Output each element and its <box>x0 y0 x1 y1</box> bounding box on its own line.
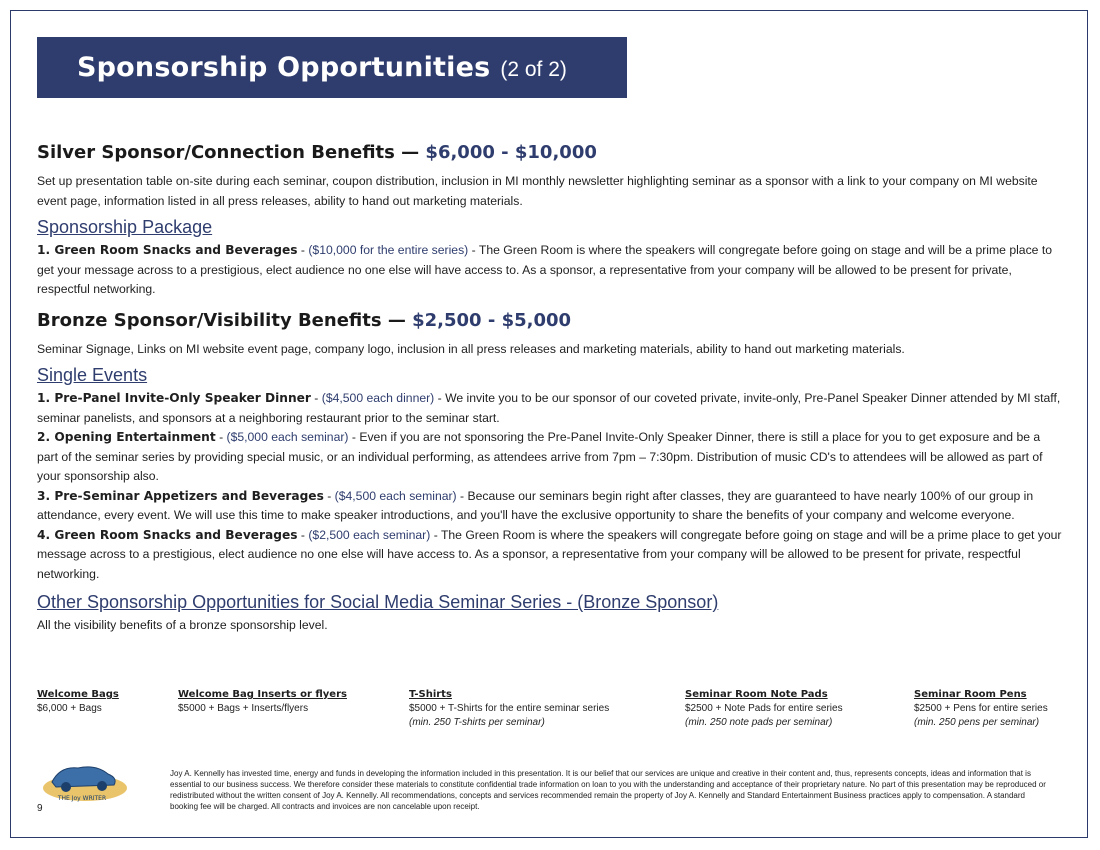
item-cost: ($2,500 each seminar) <box>308 527 431 542</box>
page-number: 9 <box>37 803 43 814</box>
bronze-item: 1. Pre-Panel Invite-Only Speaker Dinner - ($4,500 each dinner) - We invite you to be our sponsor of our coveted private, invite-only, Pre-Panel Speaker Dinner attended by MI staff, seminar panelists, and sponsors at a neighboring restaurant prior to the seminar start. <box>37 391 1061 425</box>
item-label: 1. Green Room Snacks and Beverages <box>37 243 298 257</box>
sponsorship-package-heading: Sponsorship Package <box>37 217 213 237</box>
option-note: (min. 250 note pads per seminar) <box>685 717 833 728</box>
silver-heading-text: Silver Sponsor/Connection Benefits — <box>37 142 420 163</box>
bronze-item: 4. Green Room Snacks and Beverages - ($2,500 each seminar) - The Green Room is where the speakers will congregate before going on stage and will be a prime place to get your message across to a prestigious, elect audience no one else will have access to. As a sponsor, a representative from your company will be allowed to be present for private, respectful networking. <box>37 527 1062 581</box>
other-description: All the visibility benefits of a bronze sponsorship level. <box>37 618 328 632</box>
option-title: T-Shirts <box>409 689 452 700</box>
silver-item: 1. Green Room Snacks and Beverages - ($10,000 for the entire series) - The Green Room is where the speakers will congregate before going on stage and will be a prime place to get your message across to a prestigious, elect audience no one else will have access to. As a sponsor, a representative from your company will be allowed to be present for private, respectful networking. <box>37 243 1053 296</box>
silver-description: Set up presentation table on-site during each seminar, coupon distribution, inclusion in MI monthly newsletter highlighting seminar as a sponsor with a link to your company on MI website event page, information listed in all press releases, ability to hand out marketing materials. <box>37 174 1038 208</box>
silver-heading <box>37 140 1062 166</box>
bronze-heading-text: Bronze Sponsor/Visibility Benefits — <box>37 309 406 331</box>
title-banner <box>37 37 627 98</box>
bronze-heading <box>37 308 1062 334</box>
option-title: Seminar Room Pens <box>914 689 1027 700</box>
silver-price: $6,000 - $10,000 <box>425 142 597 163</box>
option-price: $2500 + Note Pads for entire series <box>685 703 843 714</box>
item-label: 4. Green Room Snacks and Beverages <box>37 527 298 542</box>
option-welcome-bags <box>37 688 167 716</box>
option-title: Welcome Bags <box>37 689 119 700</box>
option-note: (min. 250 pens per seminar) <box>914 717 1040 728</box>
bronze-price: $2,500 - $5,000 <box>412 309 572 331</box>
option-note: (min. 250 T-shirts per seminar) <box>409 717 545 728</box>
option-pens <box>914 688 1074 730</box>
item-label: 1. Pre-Panel Invite-Only Speaker Dinner <box>37 391 311 405</box>
item-text: Even if you are not sponsoring the Pre-Panel Invite-Only Speaker Dinner, there is still a place for you to get exposure and be a part of the seminar series by providing special music, or an individual performing, as attendees arrive from 7pm – 7:30pm. Distribution of music CD's to attendees will be allowed as part of your sponsorship also. <box>37 430 1043 483</box>
option-title: Welcome Bag Inserts or flyers <box>178 689 347 700</box>
main-content <box>37 140 1062 636</box>
item-cost: ($10,000 for the entire series) <box>308 243 469 257</box>
item-label: 2. Opening Entertainment <box>37 430 216 444</box>
page-subtitle: (2 of 2) <box>500 57 567 81</box>
option-note-pads <box>685 688 905 730</box>
bronze-description: Seminar Signage, Links on MI website event page, company logo, inclusion in all press releases and marketing materials, ability to hand out marketing materials. <box>37 341 905 356</box>
option-price: $2500 + Pens for entire series <box>914 703 1048 714</box>
bronze-item: 2. Opening Entertainment - ($5,000 each seminar) - Even if you are not sponsoring the Pre-Panel Invite-Only Speaker Dinner, there is still a place for you to get exposure and be a part of the seminar series by providing special music, or an individual performing, as attendees arrive from 7pm – 7:30pm. Distribution of music CD's to attendees will be allowed as part of your sponsorship also. <box>37 430 1043 483</box>
svg-text:THE Joy WRITER: THE Joy WRITER <box>57 795 107 802</box>
car-logo-icon <box>38 758 128 806</box>
item-text: We invite you to be our sponsor of our coveted private, invite-only, Pre-Panel Speaker Dinner attended by MI staff, seminar panelists, and sponsors at a neighboring restaurant prior to the seminar start. <box>37 391 1061 425</box>
item-cost: ($4,500 each dinner) <box>321 391 435 405</box>
item-label: 3. Pre-Seminar Appetizers and Beverages <box>37 488 324 503</box>
item-text: The Green Room is where the speakers will congregate before going on stage and will be a prime place to get your message across to a prestigious, elect audience no one else will have access to. As a sponsor, a representative from your company will be allowed to be present for private, respectful networking. <box>37 243 1053 296</box>
option-price: $5000 + T-Shirts for the entire seminar series <box>409 703 610 714</box>
option-title: Seminar Room Note Pads <box>685 689 828 700</box>
other-options-grid <box>37 688 1077 738</box>
option-t-shirts <box>409 688 679 730</box>
item-cost: ($4,500 each seminar) <box>334 488 457 503</box>
disclaimer-text: Joy A. Kennelly has invested time, energy and funds in developing the information included in this presentation. It is our belief that our services are unique and creative in their content and, thus, represents concepts, ideas and information that is essential to our business success. We therefore consider these materials to constitute confidential trade information on loan to you with the understanding and acceptance of their proprietary nature. No part of this presentation may be reproduced or redistributed without the written consent of Joy A. Kennelly. All recommendations, concepts and services recommended remain the property of Joy A. Kennelly and Standard Entertainment Business practices apply to compensation. A standard booking fee will be charged. All contracts and invoices are non cancelable upon receipt. <box>170 769 1046 811</box>
item-cost: ($5,000 each seminar) <box>226 430 349 444</box>
page-title: Sponsorship Opportunities <box>77 52 491 83</box>
option-price: $6,000 + Bags <box>37 703 102 714</box>
bronze-item: 3. Pre-Seminar Appetizers and Beverages - ($4,500 each seminar) - Because our seminars begin right after classes, they are guaranteed to have nearly 100% of our group in attendance, every event. We will use this time to make speaker introductions, and you'll have the exclusive opportunity to share the benefits of your company and welcome everyone. <box>37 488 1034 522</box>
single-events-heading: Single Events <box>37 365 148 385</box>
joy-writer-logo <box>38 758 128 806</box>
other-opportunities-heading: Other Sponsorship Opportunities for Social Media Seminar Series - (Bronze Sponsor) <box>37 592 719 612</box>
option-price: $5000 + Bags + Inserts/flyers <box>178 703 309 714</box>
item-text: Because our seminars begin right after classes, they are guaranteed to have nearly 100% of our group in attendance, every event. We will use this time to make speaker introductions, and you'll have the exclusive opportunity to share the benefits of your company and welcome everyone. <box>37 488 1034 522</box>
item-text: The Green Room is where the speakers will congregate before going on stage and will be a prime place to get your message across to a prestigious, elect audience no one else will have access to. As a sponsor, a representative from your company will be allowed to be present for private, respectful networking. <box>37 527 1062 581</box>
option-bag-inserts <box>178 688 398 716</box>
